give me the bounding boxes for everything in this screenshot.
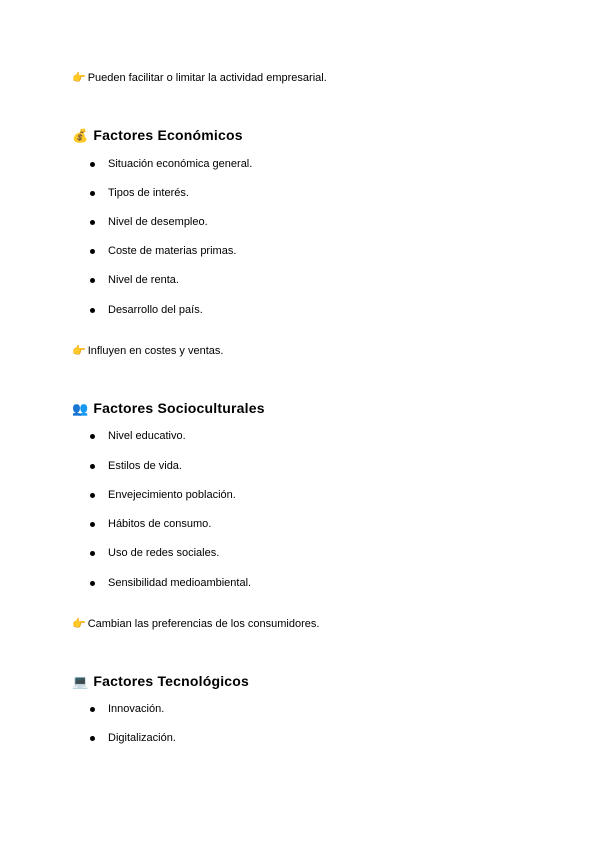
pointing-hand-icon: 👉 [72, 72, 86, 84]
list-item-text: Envejecimiento población. [108, 489, 236, 501]
money-bag-icon: 💰 [72, 128, 89, 143]
bullet-icon [90, 707, 95, 712]
laptop-icon: 💻 [72, 674, 89, 689]
bullet-icon [90, 551, 95, 556]
bullet-icon [90, 220, 95, 225]
bullet-icon [90, 464, 95, 469]
bullet-icon [90, 308, 95, 313]
pointing-hand-icon: 👉 [72, 345, 86, 357]
list-item-text: Digitalización. [108, 732, 176, 744]
note-preferencias [72, 617, 319, 631]
section-title: Factores Socioculturales [93, 400, 265, 416]
note-text: Cambian las preferencias de los consumidores. [87, 618, 320, 630]
bullet-icon [90, 434, 95, 439]
list-item-text: Coste de materias primas. [108, 245, 237, 257]
bullet-icon [90, 249, 95, 254]
note-costes [72, 344, 223, 358]
list-item-text: Nivel educativo. [108, 430, 186, 442]
note-facilitar [72, 71, 327, 85]
pointing-hand-icon: 👉 [72, 618, 86, 630]
list-item-text: Situación económica general. [108, 158, 253, 170]
list-item-text: Sensibilidad medioambiental. [108, 577, 252, 589]
list-item-text: Hábitos de consumo. [108, 518, 212, 530]
bullet-icon [90, 191, 95, 196]
bullet-icon [90, 162, 95, 167]
section-title: Factores Económicos [93, 127, 243, 143]
list-item-text: Uso de redes sociales. [108, 547, 220, 559]
bullet-icon [90, 736, 95, 741]
bullet-icon [90, 581, 95, 586]
people-icon: 👥 [72, 401, 89, 416]
list-item-text: Innovación. [108, 703, 165, 715]
list-item-text: Desarrollo del país. [108, 304, 203, 316]
list-item-text: Estilos de vida. [108, 460, 182, 472]
bullet-icon [90, 278, 95, 283]
note-text: Pueden facilitar o limitar la actividad empresarial. [87, 72, 327, 84]
section-heading-socioculturales [72, 399, 265, 418]
list-item-text: Nivel de desempleo. [108, 216, 208, 228]
list-item-text: Nivel de renta. [108, 274, 179, 286]
bullet-icon [90, 522, 95, 527]
note-text: Influyen en costes y ventas. [87, 345, 224, 357]
bullet-icon [90, 493, 95, 498]
section-title: Factores Tecnológicos [93, 673, 250, 689]
section-heading-economicos [72, 126, 243, 145]
list-item-text: Tipos de interés. [108, 187, 189, 199]
section-heading-tecnologicos [72, 672, 249, 691]
